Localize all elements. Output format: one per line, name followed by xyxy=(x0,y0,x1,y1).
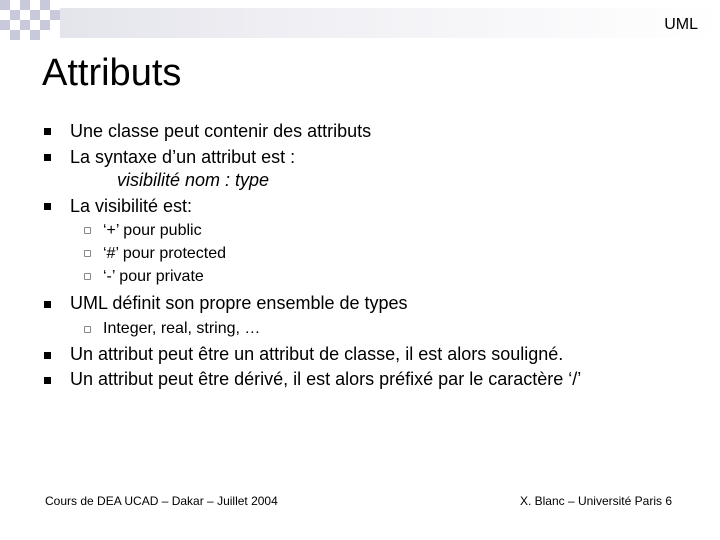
list-item: ‘-’ pour private xyxy=(103,268,204,285)
square-bullet-icon xyxy=(44,301,51,308)
square-bullet-icon xyxy=(44,377,51,384)
list-item: Un attribut peut être un attribut de classe, il est alors souligné. xyxy=(70,344,564,364)
hollow-square-bullet-icon xyxy=(84,227,91,234)
list-item: Un attribut peut être dérivé, il est alors préfixé par le caractère ‘/’ xyxy=(70,369,582,389)
footer-course-info: Cours de DEA UCAD – Dakar – Juillet 2004 xyxy=(45,494,278,508)
header-label: UML xyxy=(664,16,698,33)
hollow-square-bullet-icon xyxy=(84,250,91,257)
list-item: ‘+’ pour public xyxy=(103,222,202,239)
hollow-square-bullet-icon xyxy=(84,326,91,333)
square-bullet-icon xyxy=(44,128,51,135)
list-item: La visibilité est: xyxy=(70,196,193,216)
list-item: La syntaxe d’un attribut est : xyxy=(70,147,296,167)
syntax-example: visibilité nom : type xyxy=(117,170,270,190)
list-item: UML définit son propre ensemble de types xyxy=(70,293,408,313)
square-bullet-icon xyxy=(44,154,51,161)
list-item: Une classe peut contenir des attributs xyxy=(70,121,372,141)
list-item: ‘#’ pour protected xyxy=(103,245,227,262)
slide-title: Attributs xyxy=(42,52,182,94)
footer-author: X. Blanc – Université Paris 6 xyxy=(519,494,672,508)
hollow-square-bullet-icon xyxy=(84,273,91,280)
list-item: Integer, real, string, … xyxy=(103,320,261,337)
square-bullet-icon xyxy=(44,352,51,359)
square-bullet-icon xyxy=(44,203,51,210)
